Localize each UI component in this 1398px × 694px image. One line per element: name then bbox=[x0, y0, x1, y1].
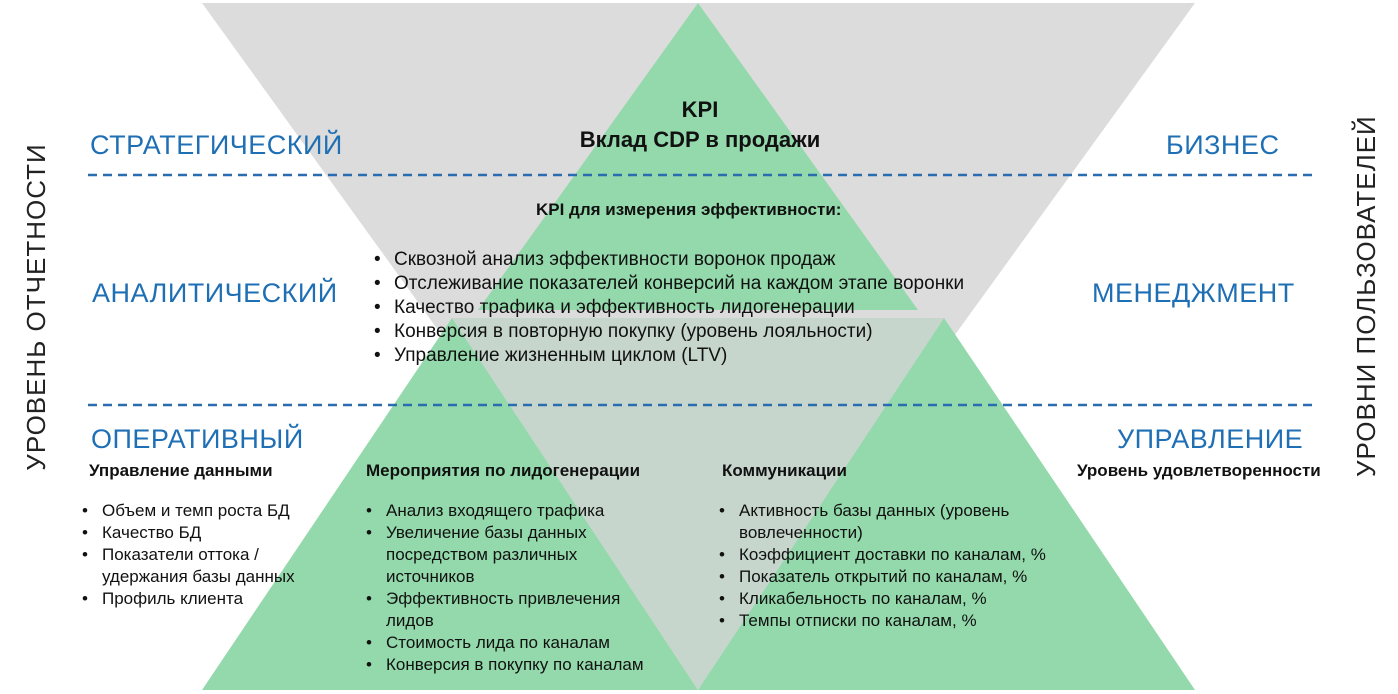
leadgen-heading: Мероприятия по лидогенерации bbox=[366, 461, 641, 480]
list-item: • Качество трафика и эффективность лидогенерации bbox=[372, 296, 1072, 320]
level-management: МЕНЕДЖМЕНТ bbox=[1092, 278, 1295, 308]
satisfaction-heading: Уровень удовлетворенности bbox=[1077, 461, 1321, 480]
level-business: БИЗНЕС bbox=[1166, 130, 1280, 160]
level-analytic: АНАЛИТИЧЕСКИЙ bbox=[92, 278, 338, 308]
analytics-list bbox=[372, 248, 1072, 368]
list-item: • Увеличение базы данных посредством различных источников bbox=[364, 522, 626, 588]
list-item: • Коэффициент доставки по каналам, % bbox=[717, 544, 1061, 566]
vertical-label-left: УРОВЕНЬ ОТЧЕТНОСТИ bbox=[21, 143, 51, 471]
list-item: • Кликабельность по каналам, % bbox=[717, 588, 1063, 610]
list-item: • Управление жизненным циклом (LTV) bbox=[372, 344, 1072, 368]
analytics-heading: KPI для измерения эффективности: bbox=[536, 200, 842, 219]
list-item: • Качество БД bbox=[80, 522, 340, 544]
list-item: • Отслеживание показателей конверсий на каждом этапе воронки bbox=[372, 272, 1072, 296]
list-item: • Конверсия в покупку по каналам bbox=[364, 654, 686, 676]
leadgen-list bbox=[364, 500, 686, 676]
kpi-label: KPI bbox=[681, 97, 719, 122]
list-item: • Сквозной анализ эффективности воронок продаж bbox=[372, 248, 1072, 272]
vertical-label-right: УРОВНИ ПОЛЬЗОВАТЕЛЕЙ bbox=[1351, 115, 1381, 477]
communications-heading: Коммуникации bbox=[722, 461, 847, 480]
level-operative: ОПЕРАТИВНЫЙ bbox=[91, 424, 304, 454]
list-item: • Показатель открытий по каналам, % bbox=[717, 566, 1063, 588]
list-item: • Конверсия в повторную покупку (уровень лояльности) bbox=[372, 320, 1072, 344]
list-item: • Эффективность привлечения лидов bbox=[364, 588, 666, 632]
list-item: • Объем и темп роста БД bbox=[80, 500, 340, 522]
level-control: УПРАВЛЕНИЕ bbox=[1117, 424, 1304, 454]
data-mgmt-list bbox=[80, 500, 340, 610]
communications-list bbox=[717, 500, 1063, 632]
kpi-subtitle: Вклад CDP в продажи bbox=[579, 127, 821, 152]
top-kpi-block bbox=[520, 97, 880, 153]
data-mgmt-heading: Управление данными bbox=[89, 461, 273, 480]
list-item: • Стоимость лида по каналам bbox=[364, 632, 686, 654]
list-item: • Темпы отписки по каналам, % bbox=[717, 610, 1063, 632]
list-item: • Анализ входящего трафика bbox=[364, 500, 686, 522]
list-item: • Активность базы данных (уровень вовлеченности) bbox=[717, 500, 1061, 544]
level-strategic: СТРАТЕГИЧЕСКИЙ bbox=[90, 130, 343, 160]
list-item: • Показатели оттока / удержания базы данных bbox=[80, 544, 340, 588]
list-item: • Профиль клиента bbox=[80, 588, 340, 610]
